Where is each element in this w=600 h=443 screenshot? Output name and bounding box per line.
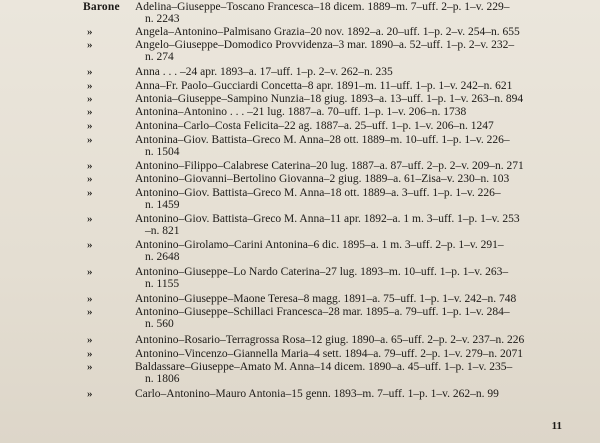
entry-line: Antonino–Vincenzo–Giannella Maria–4 sett. 1894–a. 79–uff. 2–p. 1–v. 279–n. 2071: [135, 348, 524, 360]
ditto-marker: »: [87, 306, 93, 318]
entry-line: Anna–Fr. Paolo–Gucciardi Concetta–8 apr. 1891–m. 11–uff. 1–p. 1–v. 242–n. 621: [135, 80, 513, 92]
entry-line: Antonino–Girolamo–Carini Antonina–6 dic. 1895–a. 1 m. 3–uff. 2–p. 1–v. 291–: [135, 239, 504, 251]
entry-line: Antonina–Antonino . . . –21 lug. 1887–a. 70–uff. 1–p. 1–v. 206–n. 1738: [135, 106, 467, 118]
ditto-marker: »: [87, 93, 93, 105]
ditto-marker: »: [87, 187, 93, 199]
entry-line: Antonino–Giuseppe–Lo Nardo Caterina–27 lug. 1893–m. 10–uff. 1–p. 1–v. 263–: [135, 266, 509, 278]
entry-continuation: n. 560: [145, 318, 174, 330]
entry-continuation: n. 2648: [145, 251, 180, 263]
ditto-marker: »: [87, 80, 93, 92]
entry-continuation: –n. 821: [145, 225, 180, 237]
entry-line: Antonino–Giov. Battista–Greco M. Anna–11 apr. 1892–a. 1 m. 3–uff. 1–p. 1–v. 253: [135, 213, 520, 225]
ditto-marker: »: [87, 213, 93, 225]
ditto-marker: »: [87, 120, 93, 132]
entry-continuation: n. 274: [145, 51, 174, 63]
entry-line: Antonino–Rosario–Terragrossa Rosa–12 giug. 1890–a. 65–uff. 2–p. 2–v. 237–n. 226: [135, 334, 525, 346]
entry-line: Antonino–Filippo–Calabrese Caterina–20 lug. 1887–a. 87–uff. 2–p. 2–v. 209–n. 271: [135, 160, 524, 172]
entry-line: Angela–Antonino–Palmisano Grazia–20 nov. 1892–a. 20–uff. 1–p. 2–v. 254–n. 655: [135, 26, 520, 38]
entry-continuation: n. 1504: [145, 146, 180, 158]
entry-line: Antonino–Giuseppe–Schillaci Francesca–28 mar. 1895–a. 79–uff. 1–p. 1–v. 284–: [135, 306, 510, 318]
surname-heading: Barone: [83, 1, 120, 13]
ditto-marker: »: [87, 173, 93, 185]
ditto-marker: »: [87, 66, 93, 78]
ditto-marker: »: [87, 26, 93, 38]
entry-line: Antonina–Carlo–Costa Felicita–22 ag. 1887–a. 25–uff. 1–p. 1–v. 206–n. 1247: [135, 120, 494, 132]
ditto-marker: »: [87, 388, 93, 400]
ditto-marker: »: [87, 39, 93, 51]
ditto-marker: »: [87, 160, 93, 172]
entry-line: Antonino–Giuseppe–Maone Teresa–8 magg. 1891–a. 75–uff. 1–p. 1–v. 242–n. 748: [135, 293, 517, 305]
entry-line: Baldassare–Giuseppe–Amato M. Anna–14 dicem. 1890–a. 45–uff. 1–p. 1–v. 235–: [135, 361, 513, 373]
ditto-marker: »: [87, 266, 93, 278]
ditto-marker: »: [87, 334, 93, 346]
ditto-marker: »: [87, 106, 93, 118]
entry-line: Antonina–Giov. Battista–Greco M. Anna–28 ott. 1889–m. 10–uff. 1–p. 1–v. 226–: [135, 134, 510, 146]
ditto-marker: »: [87, 239, 93, 251]
entry-continuation: n. 1155: [145, 278, 180, 290]
entry-line: Antonino–Giovanni–Bertolino Giovanna–2 giug. 1889–a. 61–Zisa–v. 230–n. 103: [135, 173, 510, 185]
ditto-marker: »: [87, 293, 93, 305]
entry-continuation: n. 2243: [145, 13, 180, 25]
entry-line: Carlo–Antonino–Mauro Antonia–15 genn. 1893–m. 7–uff. 1–p. 1–v. 262–n. 99: [135, 388, 499, 400]
entry-line: Angelo–Giuseppe–Domodico Provvidenza–3 mar. 1890–a. 52–uff. 1–p. 2–v. 232–: [135, 39, 515, 51]
entry-continuation: n. 1459: [145, 199, 180, 211]
entry-line: Anna . . . –24 apr. 1893–a. 17–uff. 1–p. 2–v. 262–n. 235: [135, 66, 393, 78]
entry-line: Adelina–Giuseppe–Toscano Francesca–18 dicem. 1889–m. 7–uff. 2–p. 1–v. 229–: [135, 1, 510, 13]
entry-continuation: n. 1806: [145, 373, 180, 385]
ditto-marker: »: [87, 361, 93, 373]
page-number: 11: [551, 420, 562, 432]
ditto-marker: »: [87, 134, 93, 146]
entry-line: Antonino–Giov. Battista–Greco M. Anna–18 ott. 1889–a. 3–uff. 1–p. 1–v. 226–: [135, 187, 501, 199]
ditto-marker: »: [87, 348, 93, 360]
entry-line: Antonia–Giuseppe–Sampino Nunzia–18 giug. 1893–a. 13–uff. 1–p. 1–v. 263–n. 894: [135, 93, 524, 105]
